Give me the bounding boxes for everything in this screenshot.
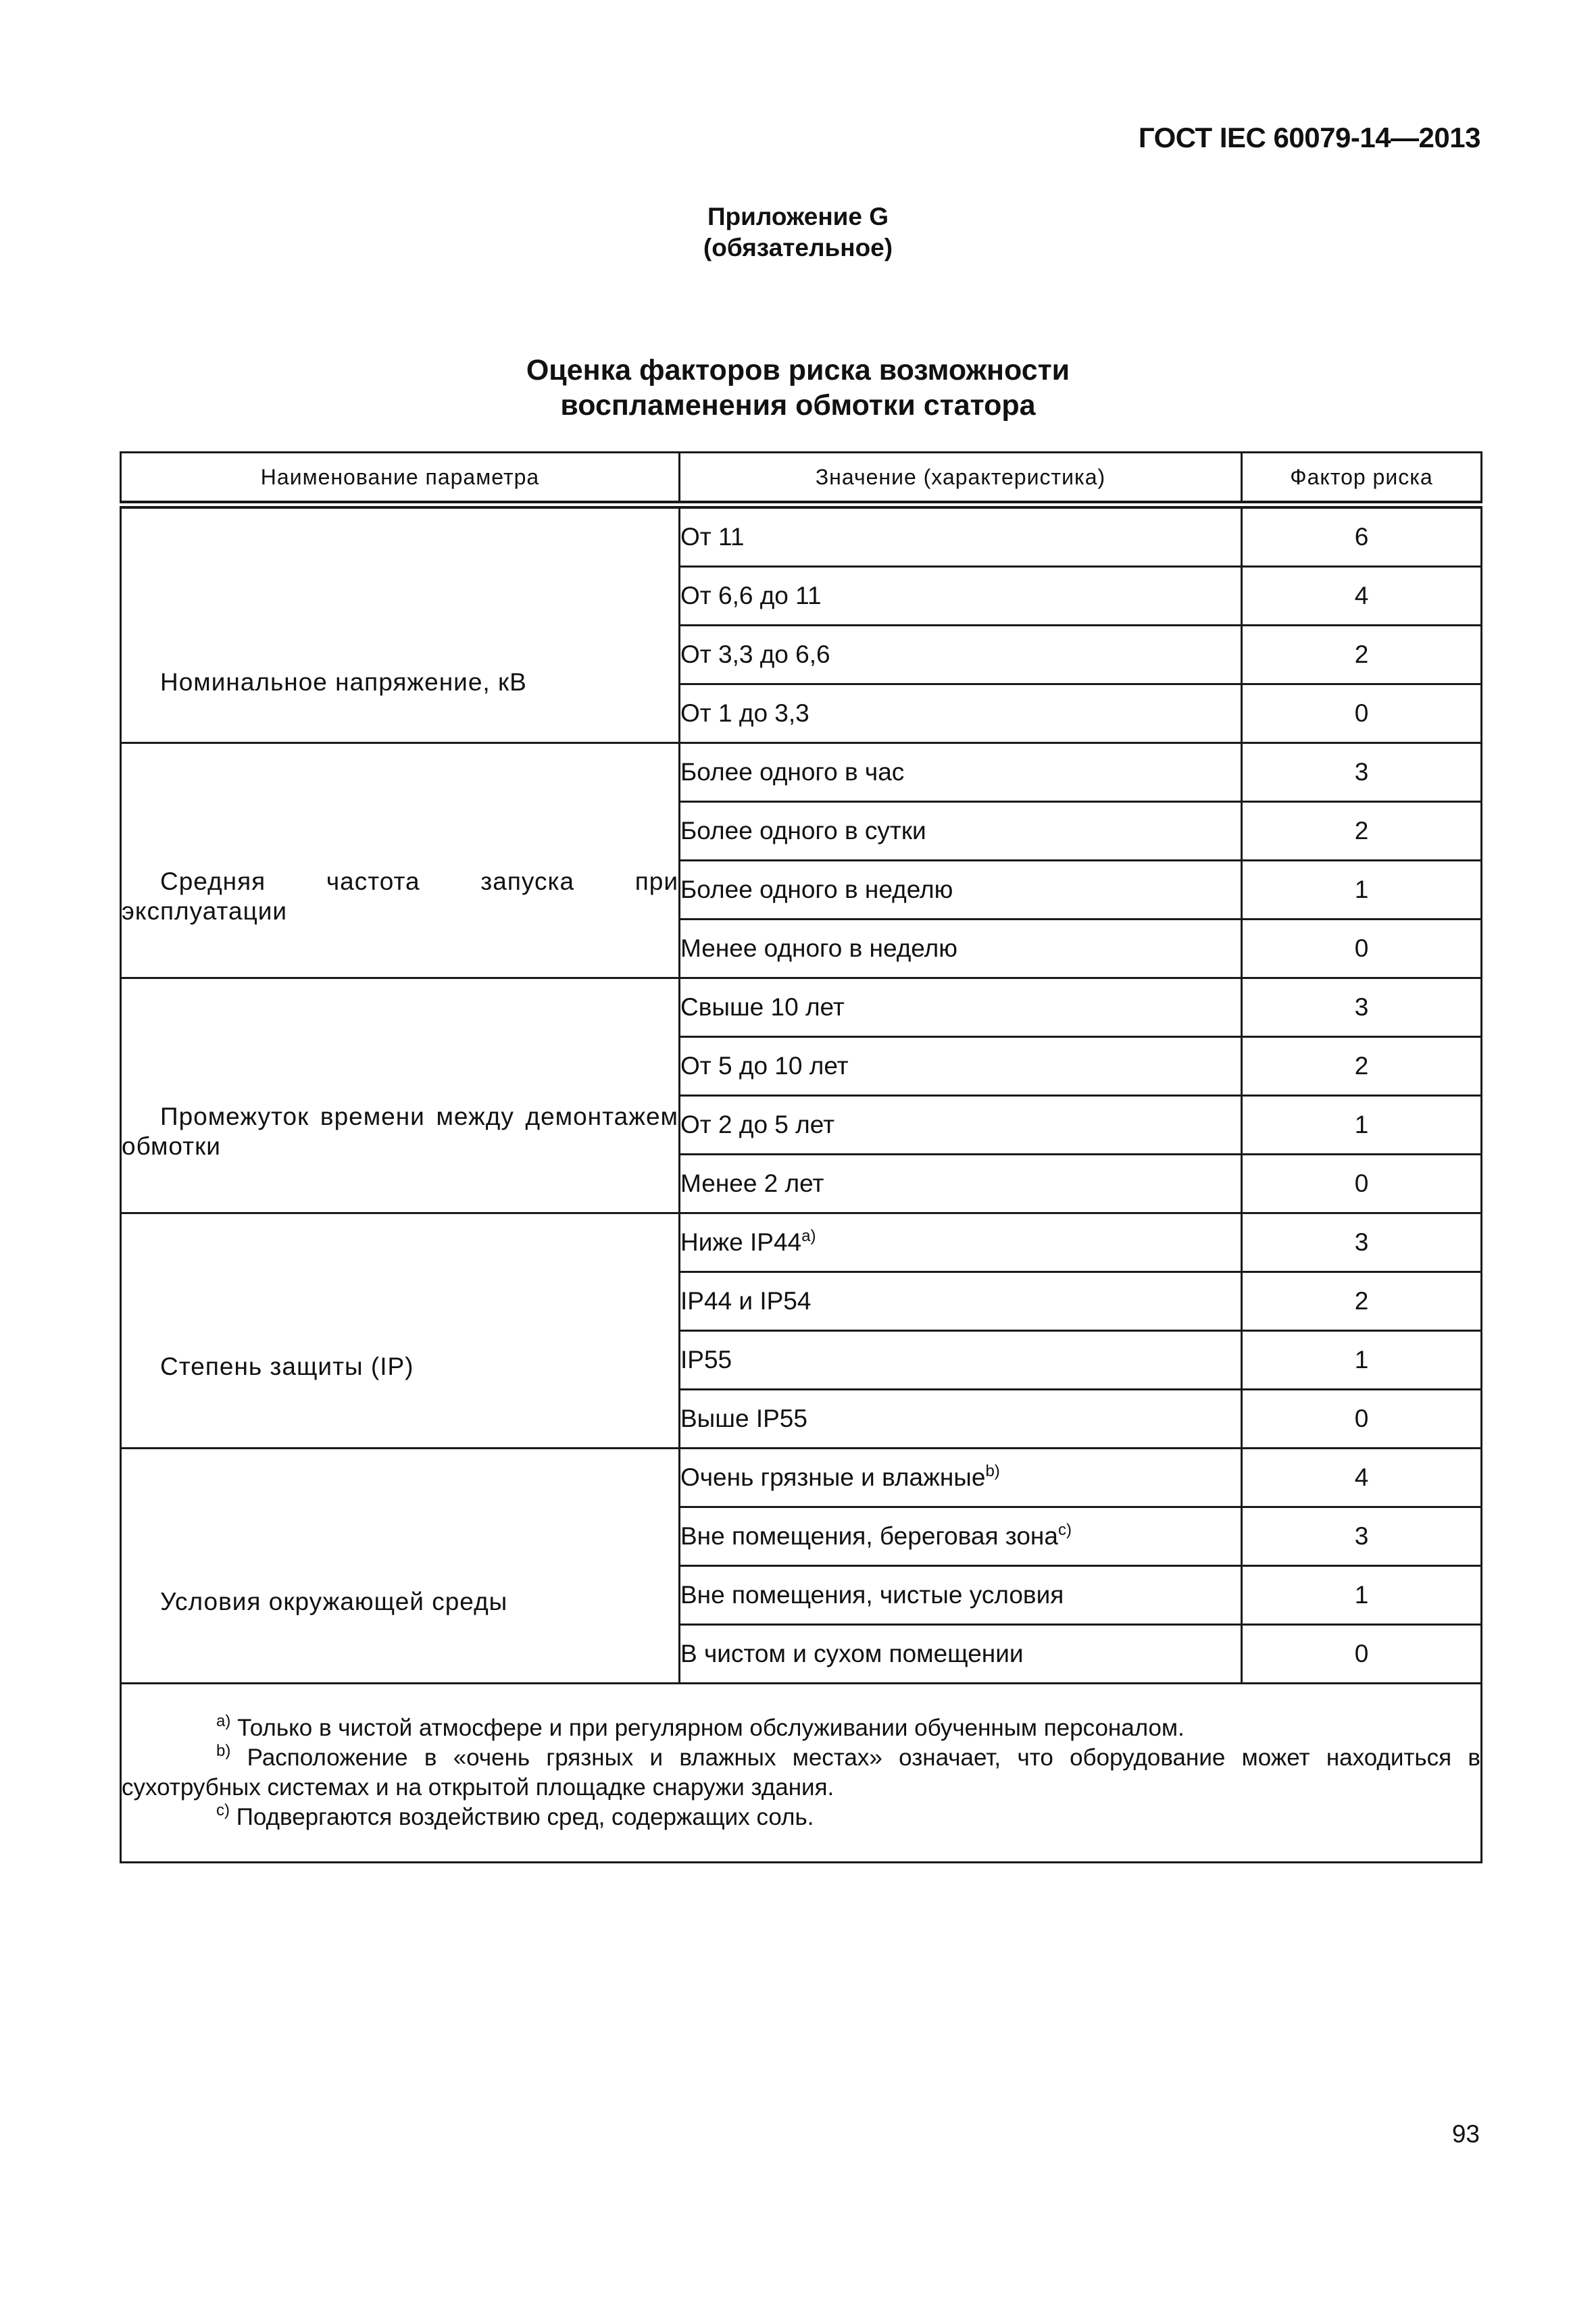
footnote-c-text: Подвергаются воздействию сред, содержащих соль. — [230, 1804, 814, 1830]
value-text: Более одного в неделю — [680, 876, 953, 903]
factor-cell: 0 — [1242, 1155, 1482, 1213]
value-cell — [680, 743, 1242, 802]
value-text: IP55 — [680, 1346, 732, 1374]
annex-status: (обязательное) — [703, 234, 893, 261]
factor-cell: 3 — [1242, 978, 1482, 1037]
annex-title: Приложение G — [707, 203, 889, 230]
page-title-line-2: воспламенения обмотки статора — [560, 389, 1036, 422]
value-text: Ниже IP44 — [680, 1228, 802, 1256]
value-cell — [680, 1096, 1242, 1155]
value-text: Выше IP55 — [680, 1405, 807, 1432]
parameter-cell — [121, 743, 680, 978]
value-cell — [680, 861, 1242, 920]
footnote-a — [122, 1713, 1480, 1743]
footnote-c-mark: c) — [216, 1801, 230, 1819]
value-cell — [680, 567, 1242, 626]
value-cell — [680, 1566, 1242, 1625]
parameter-cell — [121, 1449, 680, 1684]
factor-cell: 0 — [1242, 1390, 1482, 1449]
parameter-name: Номинальное напряжение, кВ — [160, 668, 527, 696]
value-text: В чистом и сухом помещении — [680, 1640, 1024, 1667]
factor-cell: 2 — [1242, 1037, 1482, 1096]
value-cell — [680, 684, 1242, 743]
footnote-a-text: Только в чистой атмосфере и при регулярном обслуживании обученным персоналом. — [230, 1715, 1184, 1741]
value-cell — [680, 505, 1242, 567]
factor-cell: 1 — [1242, 1331, 1482, 1390]
table-row — [121, 1213, 1482, 1272]
value-cell — [680, 1272, 1242, 1331]
parameter-cell — [121, 505, 680, 743]
value-cell — [680, 978, 1242, 1037]
value-cell — [680, 1037, 1242, 1096]
parameter-cell — [121, 978, 680, 1213]
value-text: Менее одного в неделю — [680, 934, 957, 962]
factor-cell: 3 — [1242, 1213, 1482, 1272]
value-cell — [680, 1331, 1242, 1390]
value-cell — [680, 1213, 1242, 1272]
value-text: Очень грязные и влажные — [680, 1463, 986, 1491]
value-text: Вне помещения, чистые условия — [680, 1581, 1064, 1609]
value-text: От 6,6 до 11 — [680, 582, 822, 609]
page-title — [0, 353, 1596, 423]
value-cell — [680, 626, 1242, 684]
parameter-cell — [121, 1213, 680, 1449]
value-cell — [680, 920, 1242, 978]
table-row — [121, 743, 1482, 802]
value-cell — [680, 1507, 1242, 1566]
value-text: От 11 — [680, 523, 745, 551]
value-text: От 5 до 10 лет — [680, 1052, 849, 1080]
factor-cell: 3 — [1242, 1507, 1482, 1566]
value-cell — [680, 1625, 1242, 1684]
factor-cell: 2 — [1242, 626, 1482, 684]
footnote-mark: c) — [1057, 1521, 1072, 1539]
footnote-mark: a) — [801, 1227, 816, 1245]
factor-cell: 1 — [1242, 1096, 1482, 1155]
parameter-name: Промежуток времени между демонтажем обмотки — [122, 1102, 678, 1160]
page-title-line-1: Оценка факторов риска возможности — [526, 354, 1070, 386]
risk-factor-table — [120, 451, 1482, 1863]
parameter-name: Средняя частота запуска при эксплуатации — [122, 867, 678, 925]
factor-cell: 0 — [1242, 920, 1482, 978]
header-value: Значение (характеристика) — [680, 453, 1242, 505]
parameter-name: Условия окружающей среды — [160, 1587, 508, 1615]
page-number: 93 — [1451, 2120, 1480, 2148]
footnote-b-mark: b) — [216, 1742, 231, 1760]
document-code: ГОСТ IEC 60079-14—2013 — [1138, 122, 1480, 153]
table-row — [121, 505, 1482, 567]
factor-cell: 4 — [1242, 1449, 1482, 1507]
value-cell — [680, 1155, 1242, 1213]
factor-cell: 1 — [1242, 861, 1482, 920]
header-parameter: Наименование параметра — [121, 453, 680, 505]
value-text: От 2 до 5 лет — [680, 1111, 835, 1138]
factor-cell: 2 — [1242, 802, 1482, 861]
factor-cell: 0 — [1242, 1625, 1482, 1684]
factor-cell: 2 — [1242, 1272, 1482, 1331]
footnote-b-text: Расположение в «очень грязных и влажных местах» означает, что оборудование может находиться в сухотрубных системах и на открытой площадке снаружи здания. — [122, 1744, 1480, 1801]
value-text: Вне помещения, береговая зона — [680, 1522, 1058, 1550]
header-factor: Фактор риска — [1242, 453, 1482, 505]
value-text: От 3,3 до 6,6 — [680, 640, 830, 668]
notes-cell — [121, 1684, 1482, 1863]
value-cell — [680, 1390, 1242, 1449]
notes-row — [121, 1684, 1482, 1863]
parameter-name: Степень защиты (IP) — [160, 1352, 414, 1380]
table-row — [121, 978, 1482, 1037]
annex-heading — [0, 201, 1596, 263]
value-text: Более одного в сутки — [680, 817, 926, 845]
value-text: Свыше 10 лет — [680, 993, 845, 1021]
footnote-a-mark: a) — [216, 1712, 231, 1730]
factor-cell: 1 — [1242, 1566, 1482, 1625]
footnote-mark: b) — [985, 1462, 1000, 1480]
factor-cell: 6 — [1242, 505, 1482, 567]
factor-cell: 3 — [1242, 743, 1482, 802]
factor-cell: 0 — [1242, 684, 1482, 743]
footnote-c — [122, 1803, 1480, 1832]
footnote-b — [122, 1743, 1480, 1803]
table-header-row — [121, 453, 1482, 505]
value-text: От 1 до 3,3 — [680, 699, 809, 727]
value-text: IP44 и IP54 — [680, 1287, 812, 1315]
value-text: Менее 2 лет — [680, 1169, 824, 1197]
value-cell — [680, 802, 1242, 861]
table-row — [121, 1449, 1482, 1507]
value-text: Более одного в час — [680, 758, 905, 786]
factor-cell: 4 — [1242, 567, 1482, 626]
value-cell — [680, 1449, 1242, 1507]
